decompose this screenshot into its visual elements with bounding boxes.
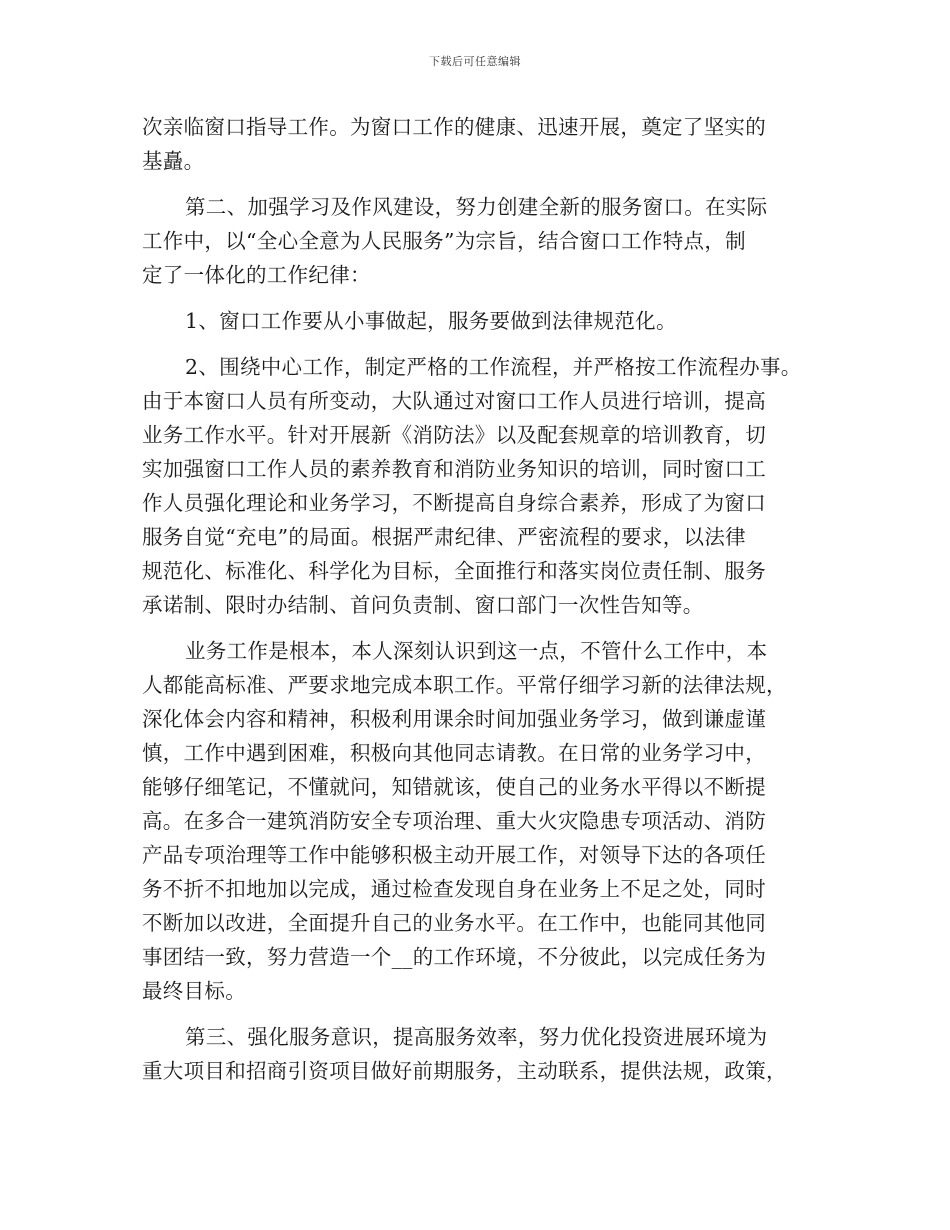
paragraph-start: 业务工作是根本，本人深刻认识到这一点，不管什么工作中，本 xyxy=(185,639,768,663)
text-line: 基矗。 xyxy=(142,149,205,173)
text-line: 事团结一致，努力营造一个__的工作环境，不分彼此，以完成任务为 xyxy=(142,945,767,969)
text-line: 承诺制、限时办结制、首问负责制、窗口部门一次性告知等。 xyxy=(142,593,704,617)
text-line: 能够仔细笔记，不懂就问，知错就该，使自己的业务水平得以不断提 xyxy=(142,775,766,799)
list-item: 1、窗口工作要从小事做起，服务要做到法律规范化。 xyxy=(185,309,677,333)
text-line: 最终目标。 xyxy=(142,979,246,1003)
text-line: 作人员强化理论和业务学习，不断提高自身综合素养，形成了为窗口 xyxy=(142,491,766,515)
page-header: 下载后可任意编辑 xyxy=(429,55,521,68)
text-line: 规范化、标准化、科学化为目标，全面推行和落实岗位责任制、服务 xyxy=(142,559,766,583)
paragraph-start: 第三、强化服务意识，提高服务效率，努力优化投资进展环境为 xyxy=(185,1025,768,1049)
text-line: 深化体会内容和精神，积极利用课余时间加强业务学习，做到谦虚谨 xyxy=(142,707,766,731)
text-line: 业务工作水平。针对开展新《消防法》以及配套规章的培训教育，切 xyxy=(142,423,766,447)
text-line: 不断加以改进，全面提升自己的业务水平。在工作中，也能同其他同 xyxy=(142,911,766,935)
text-line: 产品专项治理等工作中能够积极主动开展工作，对领导下达的各项任 xyxy=(142,843,766,867)
text-line: 慎，工作中遇到困难，积极向其他同志请教。在日常的业务学习中， xyxy=(142,741,766,765)
list-item: 2、围绕中心工作，制定严格的工作流程，并严格按工作流程办事。 xyxy=(185,355,802,379)
text-line: 由于本窗口人员有所变动，大队通过对窗口工作人员进行培训，提高 xyxy=(142,389,766,413)
text-line: 服务自觉“充电”的局面。根据严肃纪律、严密流程的要求，以法律 xyxy=(142,525,746,549)
text-line: 工作中，以“全心全意为人民服务”为宗旨，结合窗口工作特点，制 xyxy=(142,229,746,253)
text-line: 人都能高标准、严要求地完成本职工作。平常仔细学习新的法律法规， xyxy=(142,673,787,697)
document-body xyxy=(142,110,842,1088)
paragraph-start: 第二、加强学习及作风建设，努力创建全新的服务窗口。在实际 xyxy=(185,195,768,219)
text-line: 实加强窗口工作人员的素养教育和消防业务知识的培训，同时窗口工 xyxy=(142,457,766,481)
text-line: 务不折不扣地加以完成，通过检查发现自身在业务上不足之处，同时 xyxy=(142,877,766,901)
text-line: 次亲临窗口指导工作。为窗口工作的健康、迅速开展，奠定了坚实的 xyxy=(142,115,766,139)
text-line: 重大项目和招商引资项目做好前期服务，主动联系，提供法规，政策， xyxy=(142,1059,787,1083)
text-line: 定了一体化的工作纪律： xyxy=(142,263,371,287)
text-line: 高。在多合一建筑消防安全专项治理、重大火灾隐患专项活动、消防 xyxy=(142,809,766,833)
